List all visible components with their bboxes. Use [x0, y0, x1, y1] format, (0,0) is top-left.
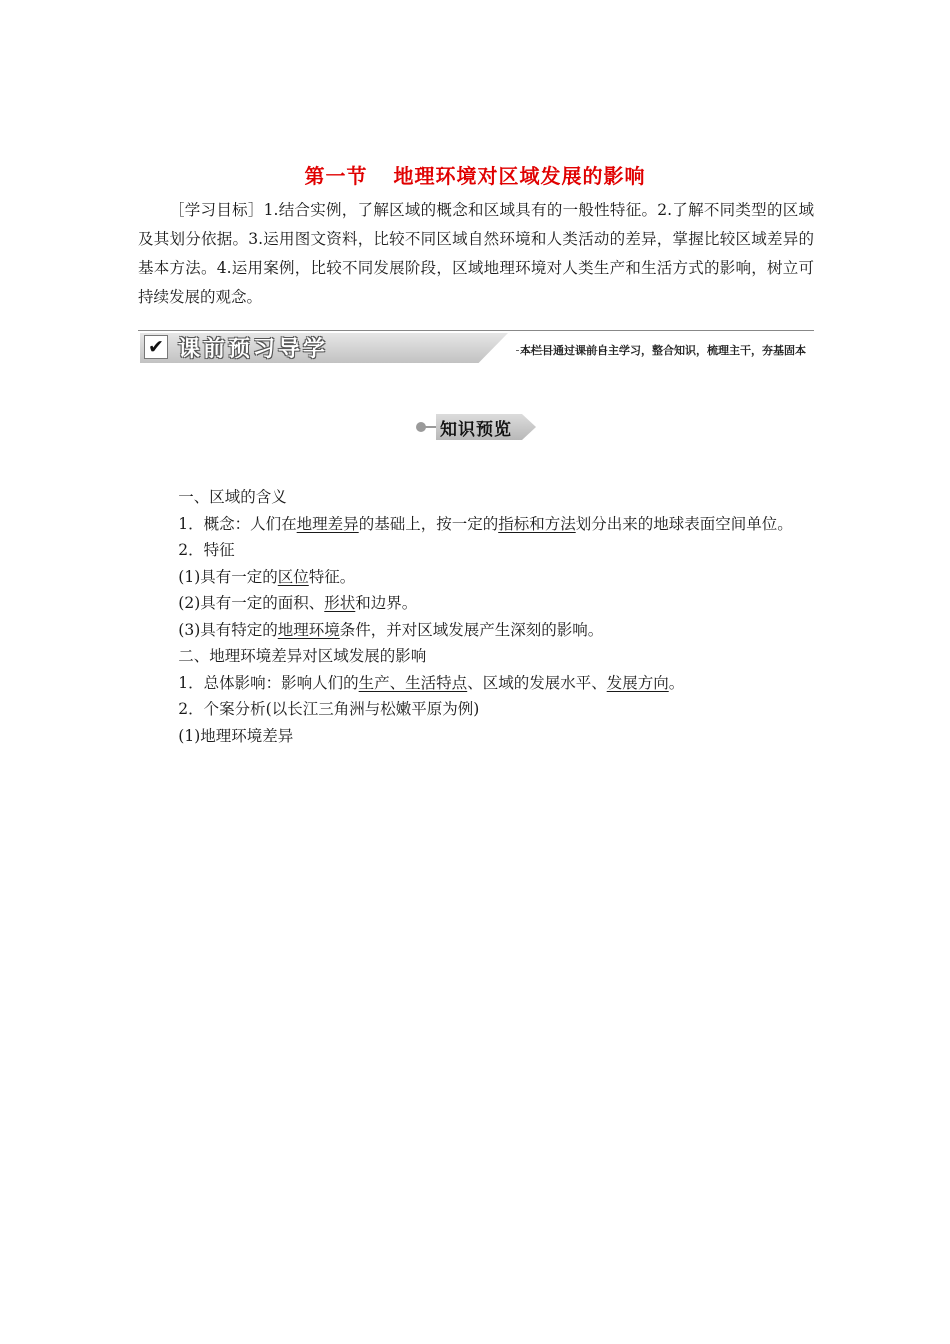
text-run: (3)具有特定的: [178, 620, 278, 639]
banner-rule: [138, 330, 814, 331]
answer-blank: 地理环境: [277, 620, 340, 639]
answer-blank: 形状: [324, 594, 356, 612]
text-run: 划分出来的地球表面空间单位。: [575, 514, 793, 533]
learning-objectives: ［学习目标］1.结合实例，了解区域的概念和区域具有的一般性特征。2.了解不同类型的区域及其划分依据。3.运用图文资料，比较不同区域自然环境和人类活动的差异，掌握比较区域差异的基本方法。4.运用案例，比较不同发展阶段，区域地理环境对人类生产和生活方式的影响，树立可持续发展的观念。: [138, 201, 814, 306]
feature-item: [138, 590, 814, 617]
concept-paragraph: [138, 511, 814, 538]
text-run: 1．总体影响：影响人们的: [178, 673, 359, 692]
overall-impact-paragraph: [138, 670, 814, 697]
checkmark-icon: ✔: [144, 335, 168, 359]
text-run: (1)具有一定的: [178, 567, 278, 586]
banner-title: 课前预习导学: [178, 337, 329, 362]
title-topic: 地理环境对区域发展的影响: [393, 164, 646, 188]
answer-blank: 区位: [277, 567, 309, 586]
text-run: (2)具有一定的面积、: [178, 594, 325, 612]
tag-connector: [425, 426, 437, 428]
answer-blank: 生产、生活特点: [358, 673, 468, 692]
heading-environment-impact: 二、地理环境差异对区域发展的影响: [178, 647, 427, 665]
knowledge-preview-tag: [416, 414, 538, 440]
text-run: 条件，并对区域发展产生深刻的影响。: [339, 620, 604, 639]
page-title: [0, 160, 950, 189]
text-run: 。: [668, 673, 685, 692]
answer-blank: 指标和方法: [498, 514, 576, 533]
tag-title: 知识预览: [440, 420, 512, 440]
text-run: 和边界。: [355, 594, 418, 612]
features-heading: 2．特征: [178, 541, 235, 559]
text-run: 特征。: [308, 567, 356, 586]
text-run: 1．概念：人们在: [178, 514, 297, 533]
section-banner: [138, 330, 814, 366]
environment-difference-heading: (1)地理环境差异: [178, 726, 294, 745]
text-run: 、区域的发展水平、: [467, 673, 607, 692]
feature-item: [138, 617, 814, 644]
content-body: [138, 484, 814, 749]
answer-blank: 地理差异: [296, 514, 359, 533]
answer-blank: 发展方向: [606, 673, 669, 692]
text-run: 的基础上，按一定的: [358, 514, 499, 533]
banner-note: 本栏目通过课前自主学习，整合知识，梳理主干，夯基固本: [520, 344, 806, 357]
title-section-number: 第一节: [304, 164, 368, 188]
feature-item: [138, 564, 814, 591]
heading-region-meaning: 一、区域的含义: [178, 488, 287, 506]
case-analysis-heading: 2．个案分析(以长江三角洲与松嫩平原为例): [178, 700, 480, 718]
